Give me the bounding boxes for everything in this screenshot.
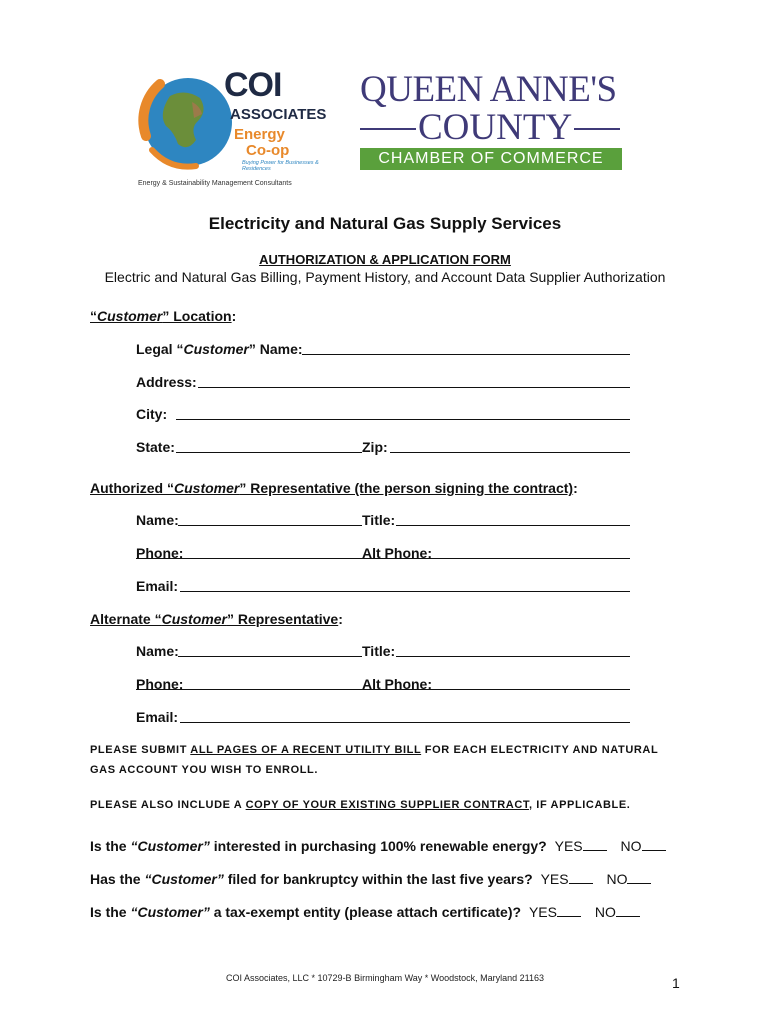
alt-title-field[interactable] bbox=[396, 656, 630, 657]
legal-name-prefix: Legal “ bbox=[136, 341, 184, 357]
legal-name-label bbox=[136, 341, 303, 357]
form-subtitle: Electric and Natural Gas Billing, Payment History, and Account Data Supplier Authorization bbox=[104, 269, 666, 285]
authorized-rep-heading-suffix: ” Representative (the person signing the contract) bbox=[239, 480, 574, 496]
q1-em: “Customer” bbox=[130, 838, 210, 854]
q2-yes-label: YES bbox=[540, 871, 569, 887]
chamber-name-line2: COUNTY bbox=[418, 107, 573, 148]
q3-yes-blank[interactable] bbox=[557, 904, 581, 917]
footer-address: COI Associates, LLC * 10729-B Birmingham Way * Woodstock, Maryland 21163 bbox=[226, 973, 544, 983]
notice2-emphasis: COPY OF YOUR EXISTING SUPPLIER CONTRACT bbox=[245, 799, 529, 811]
alternate-rep-heading-prefix: Alternate “ bbox=[90, 611, 162, 627]
coi-energy-text: Energy bbox=[234, 126, 285, 143]
alt-alt-phone-label: Alt Phone: bbox=[362, 676, 432, 692]
question-tax-exempt bbox=[90, 904, 640, 920]
alt-alt-phone-field[interactable] bbox=[362, 689, 630, 690]
city-label: City: bbox=[136, 406, 168, 422]
q3-no-label: NO bbox=[594, 904, 616, 920]
alt-title-label: Title: bbox=[362, 643, 396, 659]
q1-suffix: interested in purchasing 100% renewable energy? bbox=[209, 838, 547, 854]
authorized-rep-heading-colon: : bbox=[573, 480, 578, 496]
address-field[interactable] bbox=[198, 387, 630, 388]
alternate-rep-heading bbox=[90, 611, 343, 627]
q2-no-blank[interactable] bbox=[627, 871, 651, 884]
coi-coop-text: Co-op bbox=[246, 142, 290, 159]
auth-phone-label: Phone: bbox=[136, 545, 184, 561]
alternate-rep-heading-em: Customer bbox=[161, 611, 227, 627]
q2-em: “Customer” bbox=[144, 871, 224, 887]
authorized-rep-heading-prefix: Authorized “ bbox=[90, 480, 174, 496]
coi-subtitle: Energy & Sustainability Management Consultants bbox=[138, 180, 292, 187]
q2-no-label: NO bbox=[606, 871, 628, 887]
alt-phone-field[interactable] bbox=[136, 689, 362, 690]
chamber-swoosh bbox=[360, 128, 416, 130]
q2-yes-blank[interactable] bbox=[569, 871, 593, 884]
q2-prefix: Has the bbox=[90, 871, 145, 887]
coi-wordmark: COI bbox=[224, 66, 282, 104]
page-title: Electricity and Natural Gas Supply Services bbox=[208, 214, 562, 233]
q3-yes-label: YES bbox=[528, 904, 557, 920]
alt-phone-label: Phone: bbox=[136, 676, 184, 692]
auth-title-field[interactable] bbox=[396, 525, 630, 526]
notice1-a: PLEASE SUBMIT bbox=[90, 744, 191, 756]
chamber-swoosh-right bbox=[574, 128, 620, 130]
location-heading-prefix: “ bbox=[90, 308, 97, 324]
location-heading bbox=[90, 308, 236, 324]
authorized-rep-heading bbox=[90, 480, 578, 496]
address-label: Address: bbox=[136, 374, 197, 390]
location-heading-suffix: ” Location bbox=[162, 308, 232, 324]
auth-phone-field[interactable] bbox=[136, 558, 362, 559]
state-field[interactable] bbox=[176, 452, 362, 453]
notice1-c: FOR EACH ELECTRICITY AND NATURAL bbox=[421, 744, 659, 756]
auth-alt-phone-field[interactable] bbox=[362, 558, 630, 559]
q3-prefix: Is the bbox=[90, 904, 131, 920]
legal-name-field[interactable] bbox=[302, 354, 630, 355]
q3-em: “Customer” bbox=[130, 904, 210, 920]
q1-yes-blank[interactable] bbox=[583, 838, 607, 851]
auth-email-field[interactable] bbox=[180, 591, 630, 592]
notice1-emphasis: ALL PAGES OF A RECENT UTILITY BILL bbox=[190, 744, 422, 756]
utility-bill-notice bbox=[90, 744, 658, 756]
coi-associates-logo bbox=[130, 64, 330, 192]
q1-no-blank[interactable] bbox=[642, 838, 666, 851]
authorized-rep-heading-em: Customer bbox=[174, 480, 240, 496]
alt-name-field[interactable] bbox=[178, 656, 362, 657]
alternate-rep-heading-suffix: ” Representative bbox=[226, 611, 339, 627]
alt-name-label: Name: bbox=[136, 643, 179, 659]
notice2-a: PLEASE ALSO INCLUDE A bbox=[90, 799, 246, 811]
auth-name-label: Name: bbox=[136, 512, 179, 528]
question-bankruptcy bbox=[90, 871, 651, 887]
notice2-c: , IF APPLICABLE. bbox=[528, 799, 631, 811]
question-renewable bbox=[90, 838, 666, 854]
alternate-rep-heading-colon: : bbox=[338, 611, 343, 627]
queen-annes-county-chamber-logo bbox=[356, 68, 626, 178]
auth-alt-phone-label: Alt Phone: bbox=[362, 545, 432, 561]
zip-field[interactable] bbox=[390, 452, 630, 453]
alt-email-field[interactable] bbox=[180, 722, 630, 723]
q3-no-blank[interactable] bbox=[616, 904, 640, 917]
q1-prefix: Is the bbox=[90, 838, 131, 854]
utility-bill-notice-line2: GAS ACCOUNT YOU WISH TO ENROLL. bbox=[90, 764, 319, 776]
city-field[interactable] bbox=[176, 419, 630, 420]
q1-no-label: NO bbox=[620, 838, 642, 854]
page-number: 1 bbox=[672, 975, 680, 991]
q3-suffix: a tax-exempt entity (please attach certificate)? bbox=[209, 904, 522, 920]
q1-yes-label: YES bbox=[554, 838, 583, 854]
legal-name-em: Customer bbox=[183, 341, 249, 357]
auth-name-field[interactable] bbox=[178, 525, 362, 526]
q2-suffix: filed for bankruptcy within the last five years? bbox=[223, 871, 533, 887]
auth-email-label: Email: bbox=[136, 578, 179, 594]
chamber-banner: CHAMBER OF COMMERCE bbox=[360, 148, 622, 170]
alt-email-label: Email: bbox=[136, 709, 179, 725]
state-label: State: bbox=[136, 439, 175, 455]
location-heading-colon: : bbox=[231, 308, 237, 324]
coi-tagline: Buying Power for Businesses & Residences bbox=[242, 160, 319, 172]
auth-title-label: Title: bbox=[362, 512, 396, 528]
location-heading-em: Customer bbox=[97, 308, 163, 324]
legal-name-suffix: ” Name: bbox=[248, 341, 303, 357]
form-title: AUTHORIZATION & APPLICATION FORM bbox=[259, 252, 511, 267]
supplier-contract-notice bbox=[90, 799, 630, 811]
chamber-name-line1: QUEEN ANNE'S bbox=[360, 69, 617, 110]
zip-label: Zip: bbox=[362, 439, 388, 455]
coi-associates-text: ASSOCIATES bbox=[230, 106, 327, 123]
